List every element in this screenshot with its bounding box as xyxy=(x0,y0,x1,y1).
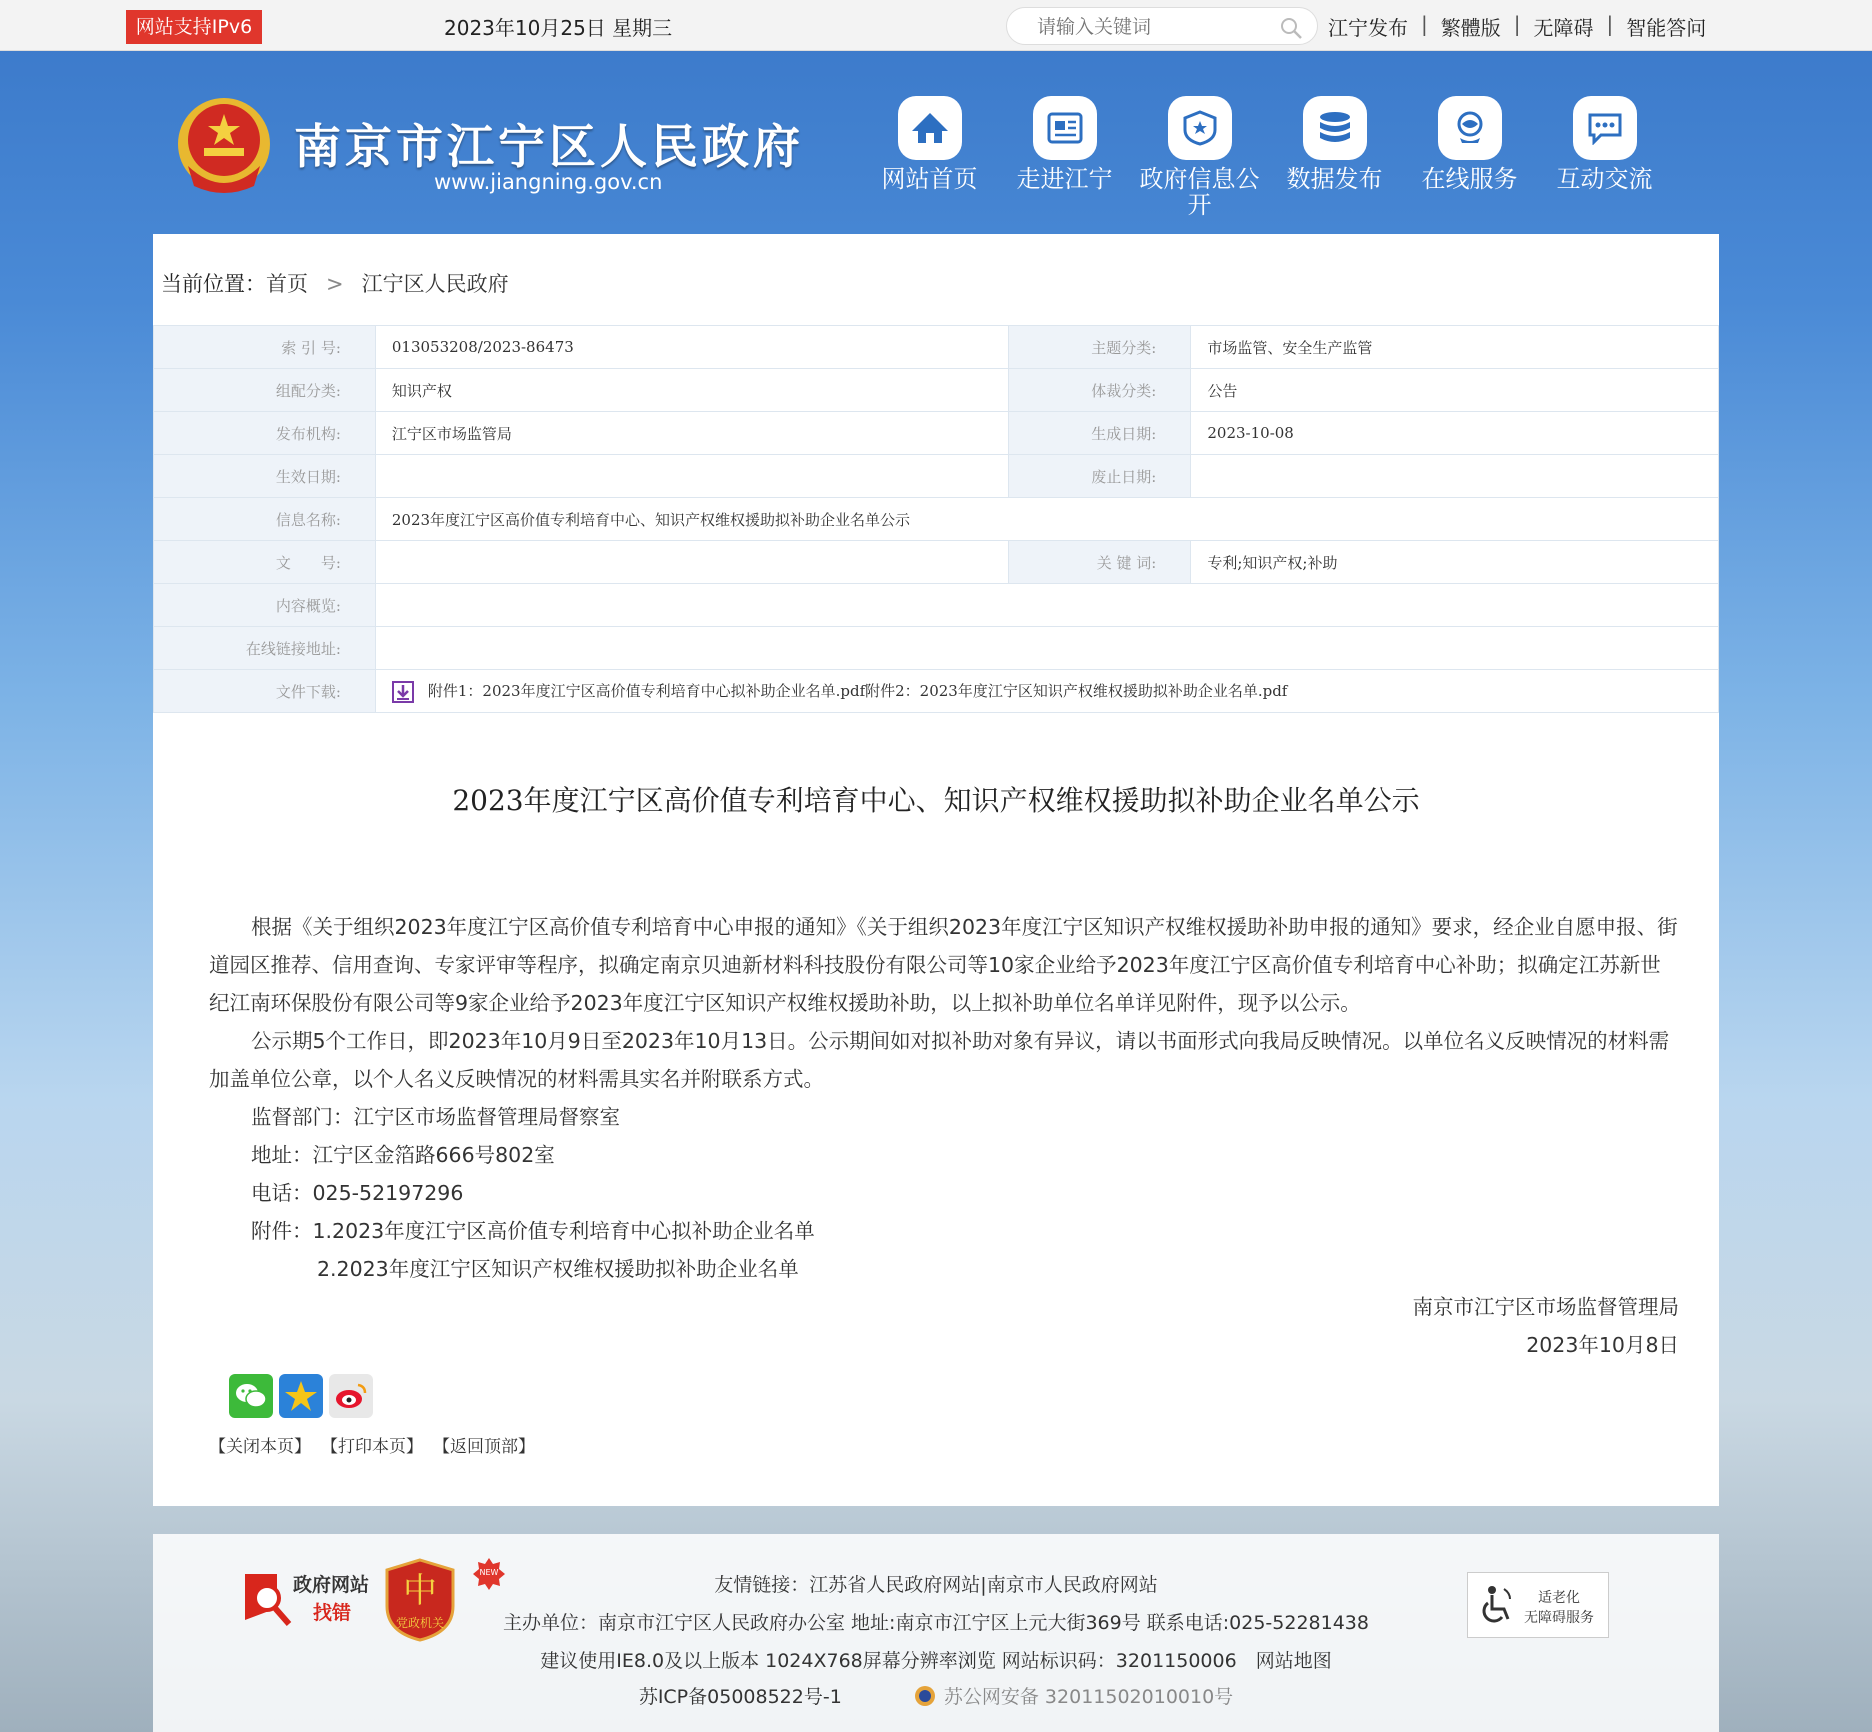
police-record-link[interactable]: 苏公网安备 32011502010010号 xyxy=(943,1686,1234,1708)
table-row xyxy=(154,498,1719,541)
category-label: 组配分类: xyxy=(154,369,376,412)
newspaper-icon xyxy=(1047,111,1083,145)
separator: | xyxy=(1606,12,1614,36)
top-links xyxy=(1328,12,1706,41)
attachment-line: 附件：1.2023年度江宁区高价值专利培育中心拟补助企业名单 xyxy=(251,1219,815,1243)
summary-value xyxy=(375,584,1718,627)
top-bar xyxy=(0,0,1872,51)
icp-link[interactable]: 苏ICP备05008522号-1 xyxy=(638,1686,842,1708)
breadcrumb-home[interactable]: 首页 xyxy=(266,272,308,296)
topic-value: 市场监管、安全生产监管 xyxy=(1191,326,1719,369)
breadcrumb-separator: > xyxy=(326,272,344,296)
zfzc-line2: 找错 xyxy=(313,1602,352,1624)
chat-icon xyxy=(1587,111,1623,145)
link-traditional[interactable]: 繁體版 xyxy=(1440,16,1501,40)
nav-label: 数据发布 xyxy=(1286,165,1383,193)
category-value: 知识产权 xyxy=(375,369,1009,412)
nav-online-service[interactable] xyxy=(1402,96,1537,218)
footer xyxy=(153,1534,1719,1732)
breadcrumb-current[interactable]: 江宁区人民政府 xyxy=(361,272,509,296)
table-row xyxy=(154,670,1719,713)
wza-line2: 无障碍服务 xyxy=(1524,1610,1594,1626)
nav-info-disclosure[interactable] xyxy=(1132,96,1267,218)
nav-home[interactable] xyxy=(862,96,997,218)
search-box xyxy=(1006,7,1318,45)
download-cell xyxy=(375,670,1718,713)
search-icon[interactable] xyxy=(1279,16,1303,40)
dzjg-label: 党政机关 xyxy=(395,1616,444,1630)
link-smart-qa[interactable]: 智能答问 xyxy=(1626,16,1707,40)
qzone-star-icon xyxy=(284,1380,318,1412)
abolish-date-label: 废止日期: xyxy=(1009,455,1191,498)
article-paragraph: 公示期5个工作日，即2023年10月9日至2023年10月13日。公示期间如对拟补助对象有异议，请以书面形式向我局反映情况。以单位名义反映情况的材料需加盖单位公章，以个人名义反映情况的材料需具实名并附联系方式。 xyxy=(209,1029,1670,1091)
national-emblem-icon xyxy=(174,96,274,198)
article-title: 2023年度江宁区高价值专利培育中心、知识产权维权援助拟补助企业名单公示 xyxy=(452,784,1420,817)
nav-label: 网站首页 xyxy=(881,165,978,193)
browser-tip: 建议使用IE8.0及以上版本 1024X768屏幕分辨率浏览 网站标识码：3201150006 xyxy=(540,1650,1237,1672)
info-name-label: 信息名称: xyxy=(154,498,376,541)
index-no-value: 013053208/2023-86473 xyxy=(375,326,1009,369)
main-nav xyxy=(862,96,1672,218)
table-row xyxy=(154,369,1719,412)
nav-label: 政府信息公开 xyxy=(1139,165,1260,219)
print-page-link[interactable]: 【打印本页】 xyxy=(321,1437,423,1457)
wechat-share-button[interactable] xyxy=(229,1374,273,1418)
index-no-label: 索 引 号: xyxy=(154,326,376,369)
search-input[interactable] xyxy=(1037,14,1267,40)
effective-date-label: 生效日期: xyxy=(154,455,376,498)
friend-link-separator: | xyxy=(980,1574,987,1596)
share-bar xyxy=(229,1374,373,1418)
info-name-value: 2023年度江宁区高价值专利培育中心、知识产权维权援助拟补助企业名单公示 xyxy=(375,498,1718,541)
address-line: 地址：江宁区金箔路666号802室 xyxy=(251,1143,555,1167)
doc-no-label: 文 号: xyxy=(154,541,376,584)
globe-service-icon xyxy=(1452,110,1488,146)
zfzc-line1: 政府网站 xyxy=(293,1574,370,1596)
page-actions xyxy=(209,1432,535,1457)
qzone-share-button[interactable] xyxy=(279,1374,323,1418)
friend-links-label: 友情链接： xyxy=(714,1574,810,1596)
signature: 南京市江宁区市场监督管理局 xyxy=(1412,1295,1679,1319)
created-date-value: 2023-10-08 xyxy=(1191,412,1719,455)
table-row xyxy=(154,541,1719,584)
supervisor-line: 监督部门：江宁区市场监督管理局督察室 xyxy=(251,1105,620,1129)
content-panel xyxy=(153,234,1719,1506)
table-row xyxy=(154,412,1719,455)
genre-label: 体裁分类: xyxy=(1009,369,1191,412)
attachment-download-link[interactable]: 附件1：2023年度江宁区高价值专利培育中心拟补助企业名单.pdf附件2：2023年度江宁区知识产权维权援助拟补助企业名单.pdf xyxy=(427,681,1288,700)
table-row xyxy=(154,326,1719,369)
doc-no-value xyxy=(375,541,1009,584)
phone-line: 电话：025-52197296 xyxy=(251,1181,464,1205)
friend-link-nanjing[interactable]: 南京市人民政府网站 xyxy=(986,1574,1158,1596)
wza-line1: 适老化 xyxy=(1538,1590,1580,1606)
weibo-icon xyxy=(334,1381,368,1411)
wheelchair-icon xyxy=(1480,1585,1516,1625)
nav-about[interactable] xyxy=(997,96,1132,218)
record-line xyxy=(153,1682,1719,1709)
site-title: 南京市江宁区人民政府 xyxy=(294,120,804,175)
table-row xyxy=(154,455,1719,498)
ipv6-badge: 网站支持IPv6 xyxy=(126,10,262,44)
publisher-label: 发布机构: xyxy=(154,412,376,455)
keywords-label: 关 键 词: xyxy=(1009,541,1191,584)
article-paragraph: 根据《关于组织2023年度江宁区高价值专利培育中心申报的通知》《关于组织2023年度江宁区知识产权维权援助补助申报的通知》要求，经企业自愿申报、街道园区推荐、信用查询、专家评审等程序，拟确定南京贝迪新材料科技股份有限公司等10家企业给予2023年度江宁区高价值专利培育中心补助；拟确定江苏新世纪江南环保股份有限公司等9家企业给予2023年度江宁区知识产权维权援助补助，以上拟补助单位名单详见附件，现予以公示。 xyxy=(209,915,1678,1015)
table-row xyxy=(154,584,1719,627)
keywords-value: 专利;知识产权;补助 xyxy=(1191,541,1719,584)
table-row xyxy=(154,627,1719,670)
sitemap-link[interactable]: 网站地图 xyxy=(1255,1650,1332,1672)
publisher-value: 江宁区市场监管局 xyxy=(375,412,1009,455)
nav-data-release[interactable] xyxy=(1267,96,1402,218)
genre-value: 公告 xyxy=(1191,369,1719,412)
home-icon xyxy=(910,111,950,145)
summary-label: 内容概览: xyxy=(154,584,376,627)
effective-date-value xyxy=(375,455,1009,498)
current-date: 2023年10月25日 星期三 xyxy=(444,16,673,40)
separator: | xyxy=(1513,12,1521,36)
police-badge-icon xyxy=(914,1685,936,1707)
nav-label: 互动交流 xyxy=(1556,165,1653,193)
link-jiangning-release[interactable]: 江宁发布 xyxy=(1328,16,1408,40)
new-label: NEW xyxy=(479,1568,499,1577)
breadcrumb-prefix: 当前位置： xyxy=(161,272,266,296)
friend-link-jiangsu[interactable]: 江苏省人民政府网站 xyxy=(809,1574,981,1596)
sponsor-info: 主办单位：南京市江宁区人民政府办公室 地址:南京市江宁区上元大街369号 联系电话:025-52281438 xyxy=(503,1612,1369,1634)
created-date-label: 生成日期: xyxy=(1009,412,1191,455)
nav-interaction[interactable] xyxy=(1537,96,1672,218)
browser-tip-line xyxy=(153,1646,1719,1673)
topic-label: 主题分类: xyxy=(1009,326,1191,369)
online-link-label: 在线链接地址: xyxy=(154,627,376,670)
article-body xyxy=(209,908,1679,1364)
breadcrumb xyxy=(161,268,509,298)
download-label: 文件下载: xyxy=(154,670,376,713)
link-accessibility[interactable]: 无障碍 xyxy=(1533,16,1594,40)
signature-date: 2023年10月8日 xyxy=(1526,1333,1679,1357)
weibo-share-button[interactable] xyxy=(329,1374,373,1418)
shield-info-icon xyxy=(1182,110,1218,146)
back-to-top-link[interactable]: 【返回顶部】 xyxy=(433,1437,535,1457)
metadata-table xyxy=(153,325,1719,713)
abolish-date-value xyxy=(1191,455,1719,498)
attachment-line: 2.2023年度江宁区知识产权维权援助拟补助企业名单 xyxy=(317,1257,799,1281)
online-link-value xyxy=(375,627,1718,670)
download-icon[interactable] xyxy=(392,681,414,703)
separator: | xyxy=(1421,12,1428,36)
elderly-accessibility-button[interactable] xyxy=(1467,1572,1609,1638)
nav-label: 在线服务 xyxy=(1421,165,1518,193)
site-url: www.jiangning.gov.cn xyxy=(434,170,663,194)
close-page-link[interactable]: 【关闭本页】 xyxy=(209,1437,311,1457)
database-icon xyxy=(1318,110,1352,146)
nav-label: 走进江宁 xyxy=(1016,165,1113,193)
svg-text:中: 中 xyxy=(403,1571,437,1611)
wechat-icon xyxy=(234,1381,268,1411)
